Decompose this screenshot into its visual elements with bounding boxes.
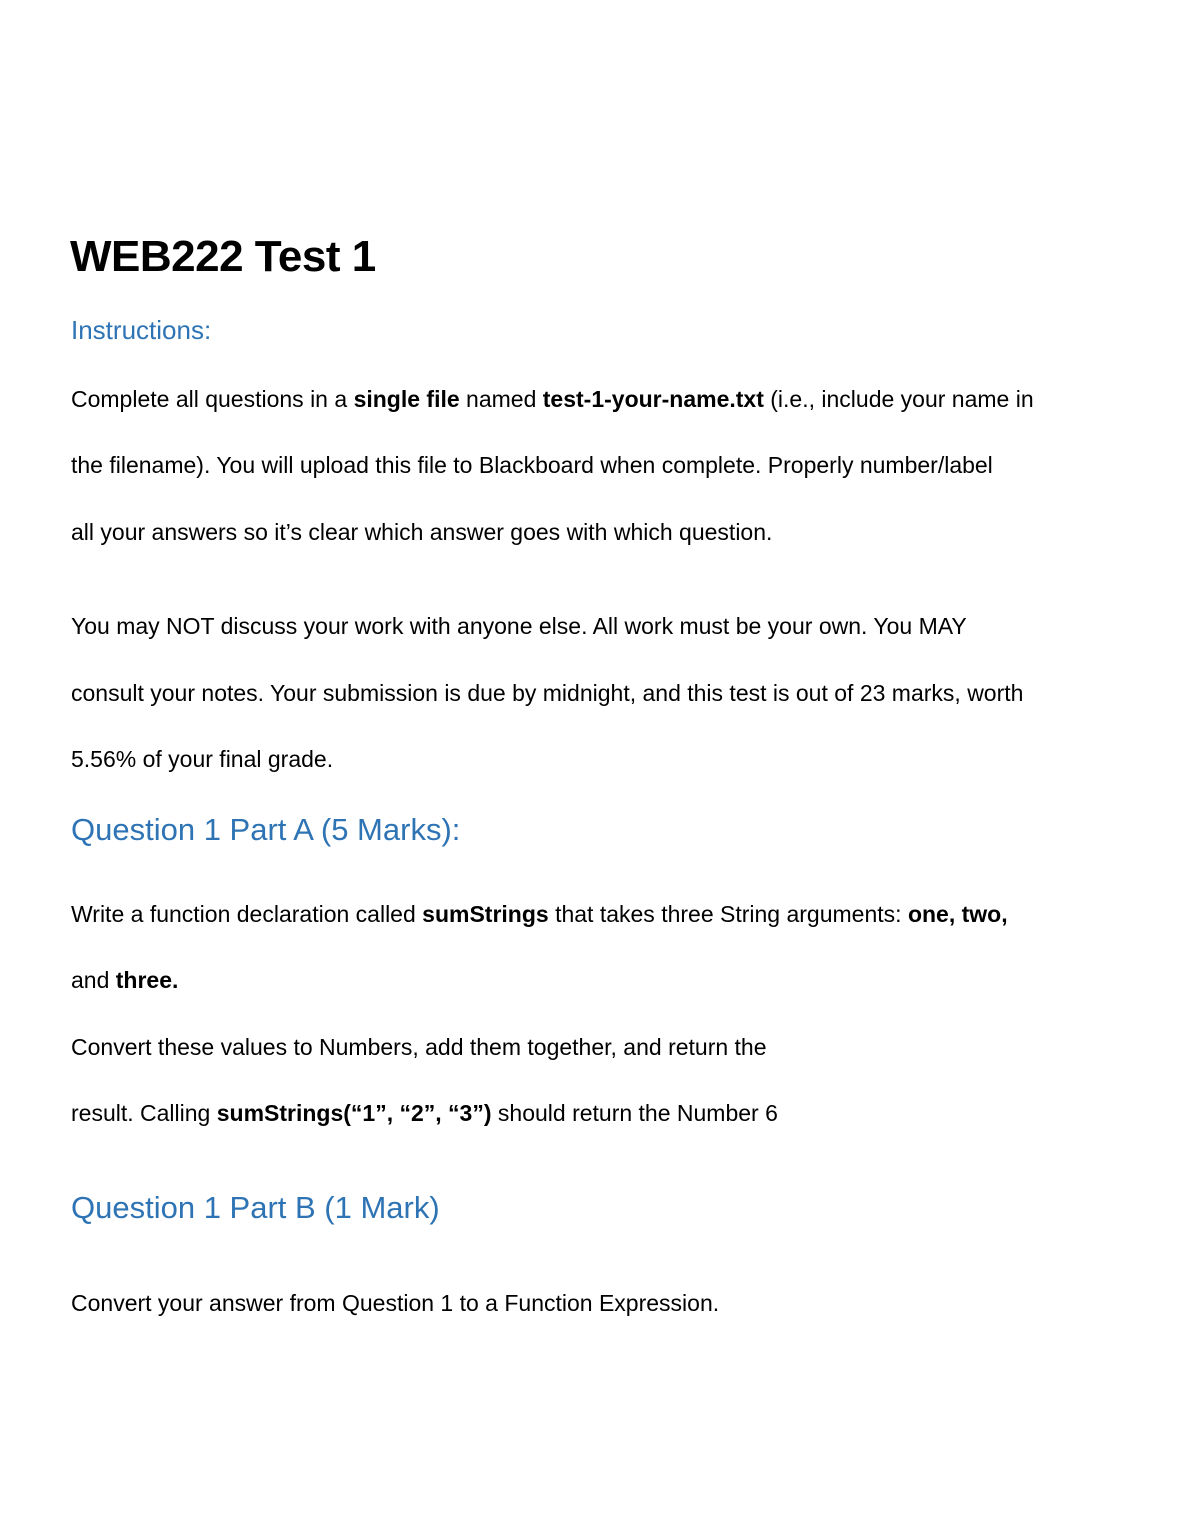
filename-text: test-1-your-name.txt — [542, 386, 764, 412]
policy-line-3: 5.56% of your final grade. — [71, 746, 334, 772]
instructions-line-3: all your answers so it’s clear which answer goes with which question. — [71, 519, 773, 545]
question-1a-heading: Question 1 Part A (5 Marks): — [71, 812, 461, 847]
question-1a-line-4 — [71, 1099, 778, 1127]
question-1a-line-2 — [71, 966, 178, 994]
function-name-text: sumStrings — [422, 901, 549, 927]
text-run: Complete all questions in a — [71, 386, 354, 412]
policy-line-1: You may NOT discuss your work with anyone else. All work must be your own. You MAY — [71, 613, 967, 639]
text-run: (i.e., include your name in — [763, 386, 1034, 412]
bold-text-run: three. — [115, 967, 179, 993]
text-run: named — [459, 386, 543, 412]
instructions-heading: Instructions: — [71, 315, 212, 345]
question-1a-line-1 — [71, 900, 1008, 928]
instructions-line-1 — [71, 385, 1034, 413]
question-1b-line-1: Convert your answer from Question 1 to a Function Expression. — [71, 1290, 720, 1316]
text-run: that takes three String arguments: — [548, 901, 908, 927]
function-call-text: sumStrings(“1”, “2”, “3”) — [216, 1100, 492, 1126]
question-1b-heading: Question 1 Part B (1 Mark) — [71, 1190, 440, 1225]
text-run: Write a function declaration called — [71, 901, 423, 927]
text-run: should return the Number 6 — [491, 1100, 778, 1126]
question-1a-line-3: Convert these values to Numbers, add them together, and return the — [71, 1034, 767, 1060]
policy-line-2: consult your notes. Your submission is due by midnight, and this test is out of 23 marks, worth — [71, 680, 1024, 706]
text-run: result. Calling — [71, 1100, 217, 1126]
instructions-line-2: the filename). You will upload this file to Blackboard when complete. Properly number/label — [71, 452, 993, 478]
bold-text-run: one, two, — [907, 901, 1008, 927]
bold-text-run: single file — [353, 386, 460, 412]
text-run: and — [71, 967, 116, 993]
page-title: WEB222 Test 1 — [70, 232, 376, 281]
